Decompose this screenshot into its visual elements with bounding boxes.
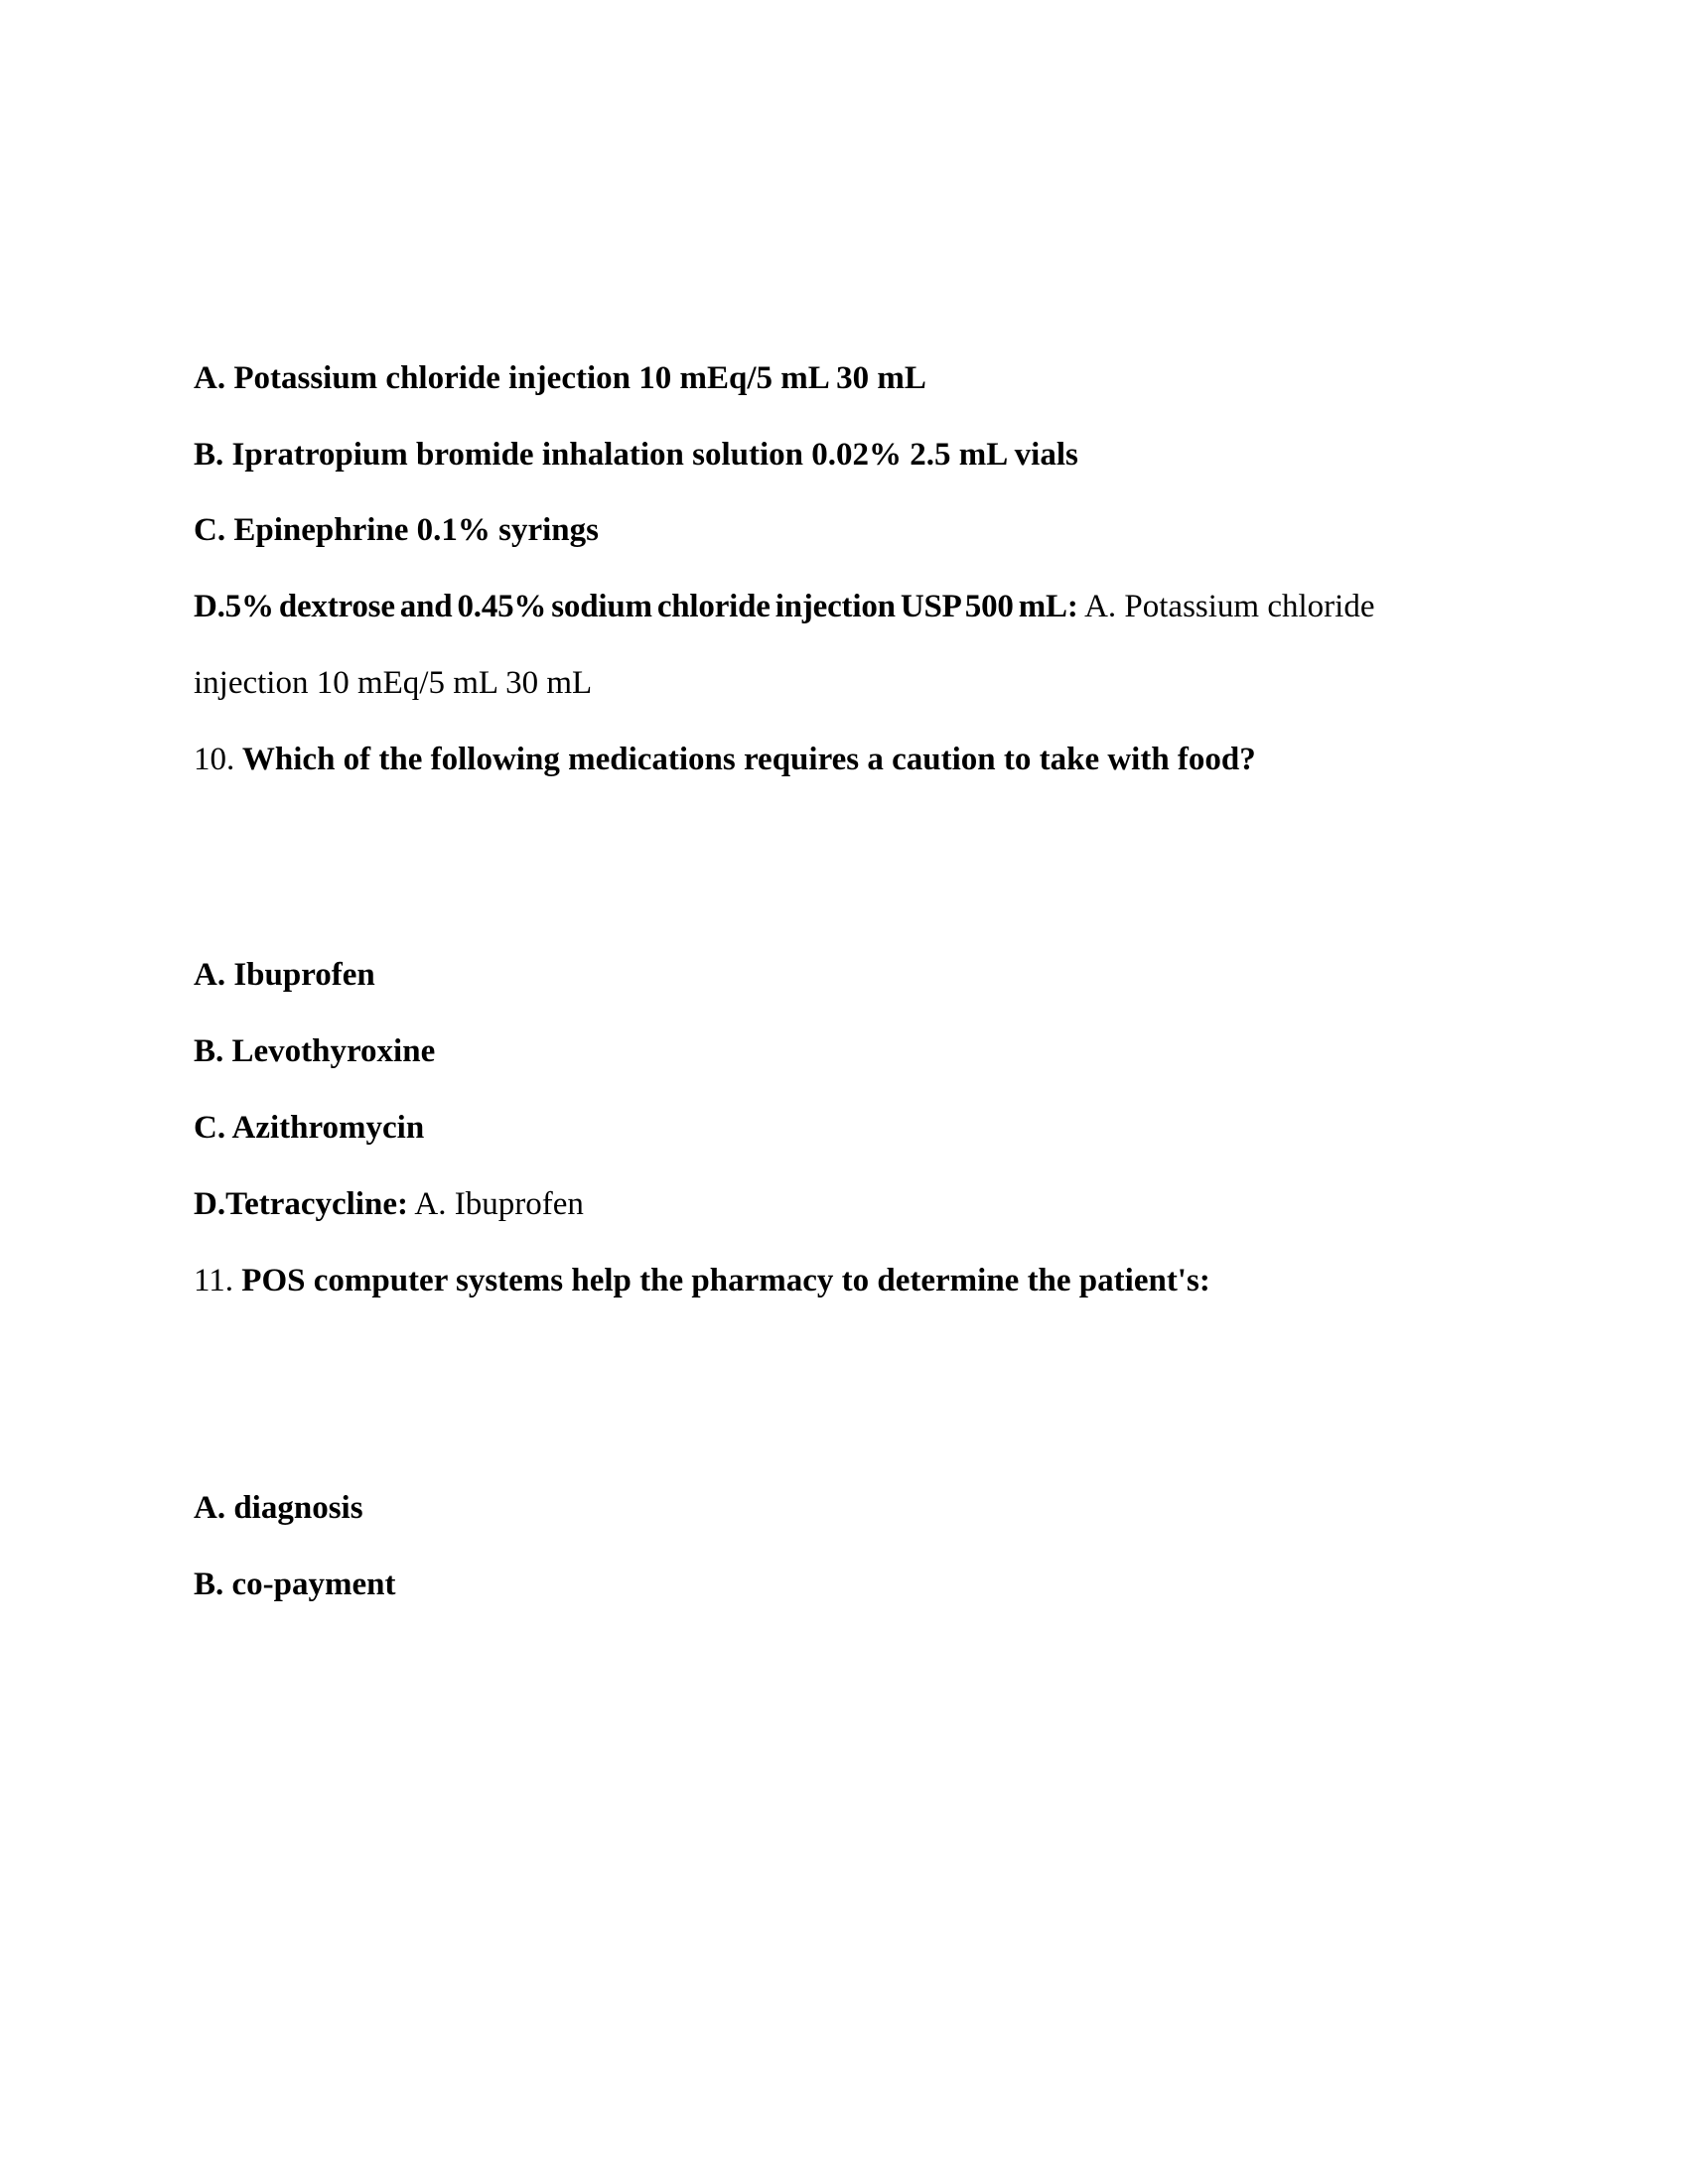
option-a-ibuprofen (194, 959, 375, 992)
option-text: A. Potassium chloride injection 10 mEq/5 mL 30 mL (194, 360, 926, 396)
option-text: B. Levothyroxine (194, 1033, 436, 1069)
answer-text: injection 10 mEq/5 mL 30 mL (194, 665, 593, 701)
option-text: B. Ipratropium bromide inhalation solution 0.02% 2.5 mL vials (194, 437, 1078, 473)
question-number: 11. (194, 1263, 234, 1298)
option-text: C. Epinephrine 0.1% syrings (194, 512, 599, 548)
option-text: D.Tetracycline: (194, 1186, 408, 1222)
question-text: Which of the following medications requires a caution to take with food? (234, 742, 1256, 777)
option-b-ipratropium (194, 439, 1078, 472)
option-c-epinephrine (194, 514, 599, 547)
option-text: C. Azithromycin (194, 1110, 425, 1146)
option-a-diagnosis (194, 1492, 363, 1525)
option-a-potassium (194, 362, 926, 395)
option-b-levothyroxine (194, 1035, 435, 1068)
answer-continuation (194, 667, 592, 700)
question-10 (194, 744, 1256, 776)
option-text: B. co-payment (194, 1567, 396, 1602)
question-11 (194, 1265, 1210, 1297)
option-d-tetracycline (194, 1188, 584, 1221)
option-d-dextrose (194, 591, 1374, 623)
option-b-co-payment (194, 1569, 395, 1601)
option-text: A. Ibuprofen (194, 957, 375, 993)
question-text: POS computer systems help the pharmacy to determine the patient's: (233, 1263, 1210, 1298)
option-text: D.5% dextrose and 0.45% sodium chloride injection USP 500 mL: (194, 589, 1078, 624)
option-c-azithromycin (194, 1112, 424, 1145)
option-text: A. diagnosis (194, 1490, 363, 1526)
selected-answer-text: A. Ibuprofen (407, 1186, 584, 1222)
selected-answer-text: A. Potassium chloride (1077, 589, 1375, 624)
question-number: 10. (194, 742, 235, 777)
